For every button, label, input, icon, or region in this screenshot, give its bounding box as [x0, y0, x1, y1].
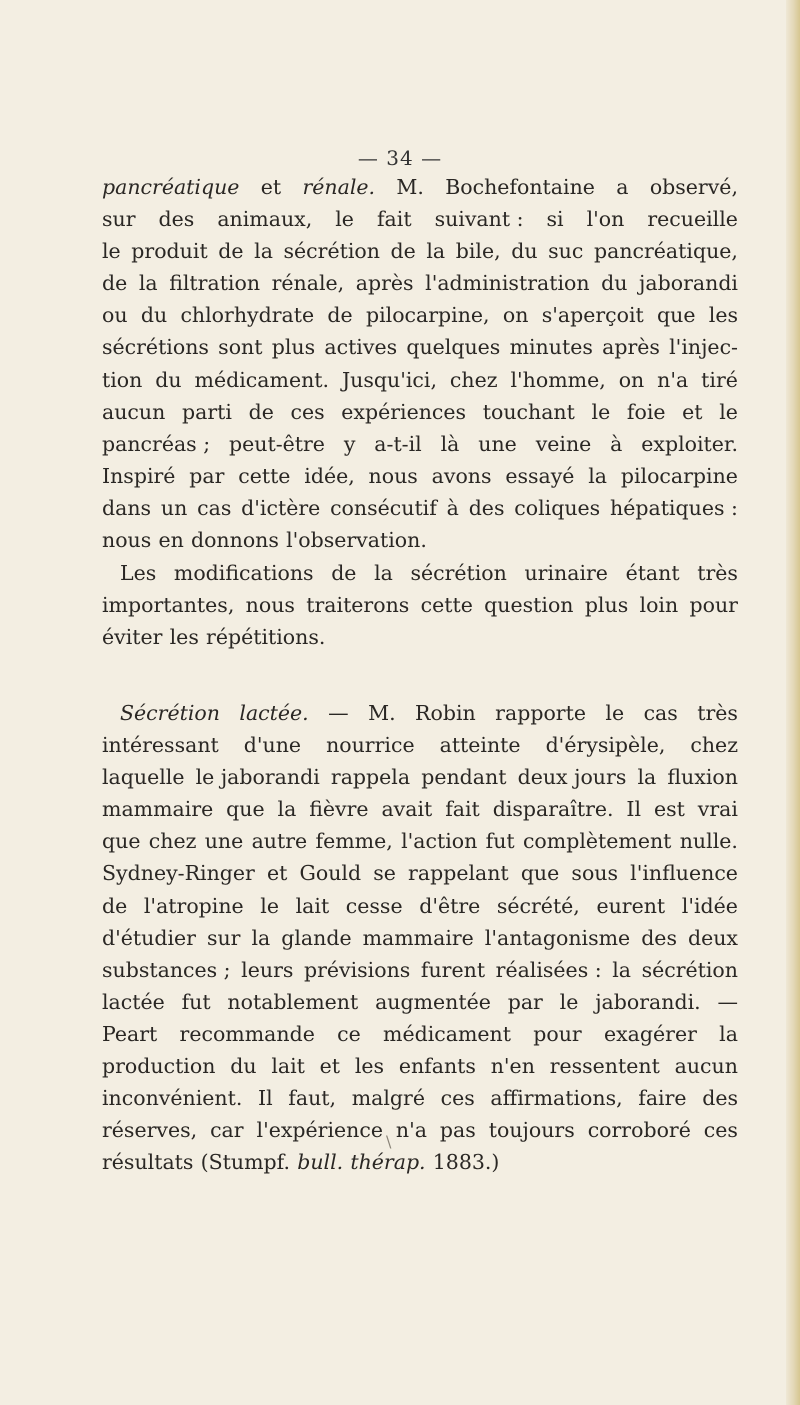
text-line: lactée fut notablement augmentée par le jaborandi. — [102, 989, 738, 1014]
text-line: Inspiré par cette idée, nous avons essayé la pilocarpine [102, 463, 738, 488]
text-line: production du lait et les enfants n'en ressentent aucun [102, 1054, 738, 1079]
text-line: Les modifications de la sécrétion urinaire étant très [120, 561, 738, 585]
text-line: laquelle le jaborandi rappela pendant deux jours la fluxion [102, 765, 738, 790]
text-line: importantes, nous traiterons cette question plus loin pour [102, 593, 738, 618]
text-line: d'étudier sur la glande mammaire l'antagonisme des deux [102, 925, 738, 950]
text-line: réserves, car l'expérience n'a pas toujours corroboré ces [102, 1118, 738, 1143]
text-line: inconvénient. Il faut, malgré ces affirmations, faire des [102, 1086, 738, 1111]
paragraph-lactation [102, 697, 738, 1178]
page-edge [786, 0, 800, 1405]
text-line: de la filtration rénale, après l'administration du jaborandi [102, 271, 738, 296]
text-line: substances ; leurs prévisions furent réalisées : la sécrétion [102, 957, 738, 982]
text-line: pancréas ; peut-être y a-t-il là une veine à exploiter. [102, 431, 738, 456]
page-number: — 34 — [357, 146, 443, 170]
text-line: mammaire que la fièvre avait fait disparaître. Il est vrai [102, 797, 738, 822]
text-line: ou du chlorhydrate de pilocarpine, on s'aperçoit que les [102, 303, 738, 328]
text-line: pancréatique et rénale. M. Bochefontaine a observé, [102, 175, 738, 199]
text-line: Peart recommande ce médicament pour exagérer la [102, 1021, 738, 1046]
text-line: sur des animaux, le fait suivant : si l'on recueille [102, 207, 738, 232]
text-line: intéressant d'une nourrice atteinte d'érysipèle, chez [102, 733, 738, 758]
text-line: éviter les répétitions. [102, 625, 326, 650]
text-line: nous en donnons l'observation. [102, 528, 427, 553]
paragraph-pancreatic-renal [102, 171, 738, 556]
paragraph-urinary [102, 557, 738, 653]
text-line: le produit de la sécrétion de la bile, du suc pancréatique, [102, 239, 738, 264]
text-line: que chez une autre femme, l'action fut complètement nulle. [102, 829, 738, 854]
text-line: Sécrétion lactée. — M. Robin rapporte le cas très [102, 697, 738, 729]
text-line: dans un cas d'ictère consécutif à des coliques hépatiques : [102, 495, 738, 520]
text-line: aucun parti de ces expériences touchant le foie et le [102, 399, 738, 424]
text-line: tion du médicament. Jusqu'ici, chez l'homme, on n'a tiré [102, 367, 738, 392]
stray-mark: \ [386, 1132, 392, 1151]
text-line: sécrétions sont plus actives quelques minutes après l'injec- [102, 335, 738, 360]
text-line: résultats (Stumpf. bull. thérap. 1883.) [102, 1150, 500, 1175]
text-line: de l'atropine le lait cesse d'être sécrété, eurent l'idée [102, 893, 738, 918]
text-line: Sydney-Ringer et Gould se rappelant que sous l'influence [102, 861, 738, 886]
section-heading: Sécrétion [120, 701, 220, 725]
